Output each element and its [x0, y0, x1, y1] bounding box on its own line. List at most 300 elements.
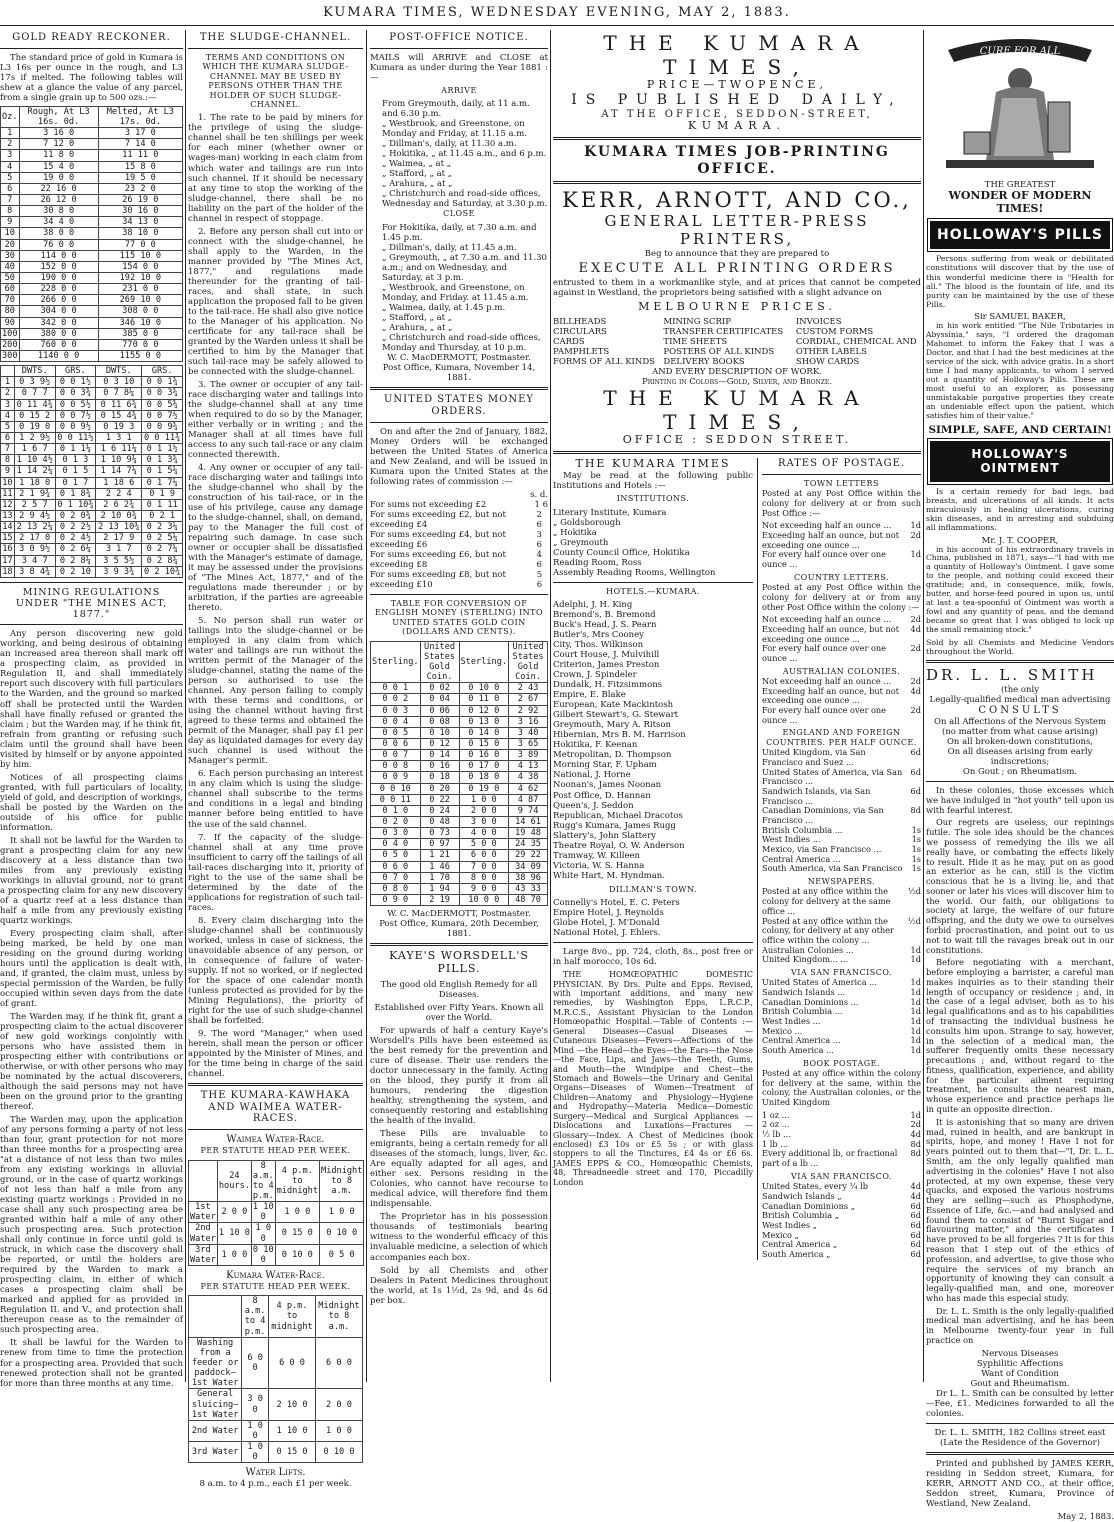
rate-row — [762, 917, 921, 946]
list-item: „ Christchurch and road-side offices, Wednesday and Saturday, at 3.30 p.m. — [382, 189, 548, 210]
cell: 1 94 — [420, 883, 459, 894]
column-header — [189, 1296, 242, 1338]
column-rule — [185, 30, 186, 1382]
conv-place: Post Office, Kumara, 20th December, 1881. — [379, 919, 539, 940]
list-item: On all diseases arising from early indiscretions; — [947, 747, 1093, 768]
cell: 1 3 1 — [96, 432, 142, 443]
kumara-race-sub: PER STATUTE HEAD PER WEEK. — [200, 1281, 351, 1291]
cell: 0 2 0 — [371, 816, 421, 827]
cell: 190 0 0 — [19, 272, 98, 283]
cell: 0 10 0 — [459, 683, 509, 694]
table-row — [1, 410, 183, 421]
wonder-of-times: WONDER OF MODERN TIMES! — [948, 188, 1092, 215]
rate-value: 1d — [910, 549, 921, 560]
rate-label: British Columbia ... — [762, 1006, 843, 1017]
list-item: „ Hokitika, „ at 11.45 a.m., and 6 p.m. — [382, 149, 547, 160]
simple-safe: SIMPLE, SAFE, AND CERTAIN! — [928, 423, 1112, 436]
rates-text: Posted at any office within the colony for delivery at the same, within the colony, the Australian colonies, or the United Kingdom — [762, 1068, 921, 1108]
cell: 24 35 — [509, 839, 548, 850]
cell: 43 33 — [509, 883, 548, 894]
list-item: Globe Hotel, J. M'Donald — [553, 918, 660, 929]
cell: 0 15 0 — [275, 1223, 319, 1244]
table-row — [1, 533, 183, 544]
cell: 0 10 0 — [252, 1244, 274, 1265]
cell: 9 — [1, 217, 20, 228]
dr-legal: Legally-qualified medical man advertising — [929, 695, 1111, 706]
list-item: „ Greymouth, „ at 7.30 a.m. and 11.30 a.m.; and on Wednesday, and Saturday, at 3 p.m. — [382, 252, 547, 283]
cell: 38 96 — [509, 872, 548, 883]
paragraph: Notices of all prospecting claims granted, with full particulars of locality, yield of gold, and description of workings, shall be posted by the Warden on the outside of his office for public information. — [0, 772, 183, 833]
cell: 304 0 0 — [19, 306, 98, 317]
cell: 3 — [1, 399, 15, 410]
cell: 50 — [1, 272, 20, 283]
rate-value: 8d — [910, 1138, 921, 1149]
rate-label: West Indies ... — [762, 1015, 821, 1026]
cell: 760 0 0 — [19, 339, 98, 350]
table-row — [370, 530, 548, 550]
list-item: Morning Star, F. Upham — [553, 760, 657, 771]
list-item: MINING SCRIP — [663, 316, 731, 327]
cell: 34 13 0 — [98, 217, 182, 228]
list-item: CORDIAL, CHEMICAL AND OTHER LABELS — [795, 336, 917, 357]
cell: 16 — [2, 544, 13, 555]
cell: 380 0 0 — [19, 328, 98, 339]
table-row — [371, 683, 548, 694]
cell: 0 15 2 — [14, 410, 55, 421]
cell: 0 18 0 — [459, 772, 509, 783]
cell: 0 0 11¾ — [142, 432, 183, 443]
rate-row — [762, 1046, 921, 1056]
rate-value: 1s — [911, 853, 921, 864]
waimea-sub: PER STATUTE HEAD PER WEEK. — [200, 1146, 351, 1156]
rate-value: 4d — [910, 1190, 921, 1201]
cell: 0 17 0 — [459, 761, 509, 772]
table-row — [371, 816, 548, 827]
po-intro: MAILS will ARRIVE and CLOSE at Kumara as under during the Year 1881 :— — [370, 52, 548, 83]
rate-label: Canadian Dominions „ — [762, 1200, 855, 1211]
table-row — [1, 455, 183, 466]
cell: 266 0 0 — [19, 295, 98, 306]
cell: 0 3 9½ — [14, 377, 55, 388]
table-row — [371, 750, 548, 761]
rate-row — [762, 550, 921, 569]
list-item: „ Waimea, daily, at 1.45 p.m. — [382, 303, 506, 314]
cell: 0 0 7 — [371, 750, 421, 761]
rate-value: ½d — [907, 915, 921, 926]
table-row — [189, 1337, 363, 1389]
table-row — [371, 783, 548, 794]
cell: 0 2 0¾ — [55, 510, 96, 521]
list-item: Theatre Royal, O. W. Anderson — [553, 840, 685, 851]
cell: 3 65 — [509, 739, 548, 750]
rate-row — [762, 806, 921, 825]
cell: 2 — [1, 139, 20, 150]
paragraph: 2. Before any person shall cut into or connect with the sludge-channel, he shall apply to the Warden, in the manner provided by "The Mines Act, 1877," and regulations made thereunder for the granting of tail-races, and shall state, in such application the proposed fall to be given to the tail-race. He shall also give notice to the Manager of his application. No certificate for any tail-race shall be granted by the Warden unless it shall be certified to him by the Manager that such tail-race may be safely allowed to be connected with the sludge-channel. — [188, 226, 363, 377]
cell: 0 1 5¼ — [142, 466, 183, 477]
cell: 0 19 3 — [96, 421, 142, 432]
list-item: FORMS OF ALL KINDS — [553, 357, 655, 368]
cell: 0 0 11 — [371, 794, 421, 805]
masthead: KUMARA TIMES, WEDNESDAY EVENING, MAY 2, 1883. — [0, 0, 1114, 26]
cell: 0 4 0 — [371, 839, 421, 850]
rate-value: 1s — [911, 834, 921, 845]
table-row — [1, 172, 183, 183]
table-row — [371, 828, 548, 839]
rate-value: 1d — [910, 1109, 921, 1120]
table-row — [1, 139, 183, 150]
table-row — [370, 500, 548, 510]
table-row — [1, 295, 183, 306]
cell: 17 — [2, 555, 13, 566]
rate-value: 2d — [910, 643, 921, 654]
table-row — [1, 432, 183, 443]
cell: 19 5 0 — [98, 172, 182, 183]
column-rule — [366, 30, 367, 1382]
list-item: Crown, J. Spindeler — [553, 670, 637, 681]
cell: 8 — [1, 455, 15, 466]
close-label: CLOSE — [443, 209, 475, 219]
rate-label: Central America ... — [762, 853, 841, 864]
list-item: „ Dillman's, daily, at 11.45 a.m. — [382, 242, 517, 253]
sd-label: s. d. — [530, 489, 548, 500]
rate-value: 6d — [910, 747, 921, 758]
table-row — [371, 861, 548, 872]
cell: 0 02 — [420, 683, 459, 694]
table-row — [1, 250, 183, 261]
rate-label: Posted at any office within the colony, for delivery at any other office within the colony ... — [762, 915, 894, 945]
rate-label: Exceeding half an ounce, but not exceeding one ounce ... — [762, 685, 900, 706]
rate-value: 6d — [910, 786, 921, 796]
cell: 38 0 0 — [19, 228, 98, 239]
cell: 11 8 0 — [19, 150, 98, 161]
cell: 0 1 8¾ — [55, 488, 96, 499]
job-printing-title: KUMARA TIMES JOB-PRINTING OFFICE. — [584, 144, 890, 177]
rate-label: South America, via San Francisco — [762, 863, 903, 874]
list-item: On all Affections of the Nervous System (no matter from what cause arising) — [933, 716, 1107, 737]
cell: 1 21 — [420, 850, 459, 861]
cell: 10 — [1, 228, 20, 239]
cell: 5 — [1, 421, 15, 432]
column-header: DWTS. — [14, 366, 55, 377]
cell: 1140 0 0 — [19, 350, 98, 361]
kt-place: KUMARA. — [687, 119, 787, 133]
list-item: Butler's, Mrs Cooney — [553, 630, 644, 641]
list-item: Greymouth, Mary A. Ritson — [553, 720, 671, 731]
rates-heading: VIA SAN FRANCISCO. — [791, 967, 892, 977]
cell: 0 1 1¼ — [55, 444, 96, 455]
cell: 6 0 0 — [269, 1337, 316, 1389]
cell: 0 2 4½ — [55, 533, 96, 544]
cell: 1 2 9½ — [14, 432, 55, 443]
rate-value: 1d — [910, 954, 921, 965]
cell: 1 0 0 — [251, 1223, 275, 1244]
cell: 18 — [2, 566, 13, 577]
the-greatest: THE GREATEST — [984, 179, 1056, 190]
rate-value: 1d — [910, 1035, 921, 1046]
cell: 1 18 0 — [14, 477, 55, 488]
cell: 0 1 1½ — [142, 444, 183, 455]
table-row — [1, 488, 183, 499]
rate-row — [762, 864, 921, 874]
paragraph: 1. The rate to be paid by miners for the privilege of using the sludge-channel shall be ten shillings per week for each miner (whether owner or wages-man) working in each claim from which water and tailings are run into such channel. If it should be necessary at any time to stop the working of the sludge-channel, there shall be no liability on the part of the holder of the channel in respect of stoppage. — [188, 113, 363, 224]
list-item: Want of Condition — [981, 1368, 1059, 1379]
table-row — [189, 1244, 364, 1265]
every-description: AND EVERY DESCRIPTION OF WORK. — [652, 367, 822, 378]
cell: 0 19 0 — [14, 421, 55, 432]
list-item: Assembly Reading Rooms, Wellington — [553, 567, 716, 578]
list-item: Republican, Michael Dracotos — [553, 810, 683, 821]
rate-label: United Kingdom, via San Francisco and Suez ... — [762, 747, 866, 767]
cell: 7 — [1, 195, 20, 206]
list-item: Nervous Diseases — [981, 1348, 1059, 1359]
cell: 0 97 — [420, 839, 459, 850]
cell: 0 08 — [420, 716, 459, 727]
cell: 1 10 0 — [269, 1420, 316, 1441]
list-item: County Council Office, Hokitika — [553, 547, 690, 558]
rate-value: 4d — [910, 1181, 921, 1192]
cell: 12 — [2, 499, 13, 510]
cell: 0 73 — [420, 828, 459, 839]
cell: 2 17 9 — [96, 533, 142, 544]
read-title: THE KUMARA TIMES — [575, 457, 731, 471]
printing-colors: Printing in Colors—Gold, Silver, and Bronze. — [641, 377, 833, 388]
arrive-label: ARRIVE — [441, 85, 477, 95]
cell: 2 67 — [509, 694, 548, 705]
column-header: GRS. — [142, 366, 183, 377]
rate-label: United States of America ... — [762, 977, 877, 988]
gold-reckoner-title: GOLD READY RECKONER. — [12, 32, 171, 43]
cell: 4 38 — [509, 772, 548, 783]
rates-heading: ENGLAND AND FOREIGN COUNTRIES. PER HALF OUNCE. — [766, 728, 917, 747]
table-row — [1, 510, 183, 521]
cell: 1 14 7¼ — [96, 466, 142, 477]
us-money-title: UNITED STATES MONEY ORDERS. — [383, 394, 535, 417]
cell: 22 16 0 — [19, 183, 98, 194]
mining-title: MINING REGULATIONS UNDER "THE MINES ACT, 1877." — [15, 586, 168, 621]
cell: 0 04 — [420, 694, 459, 705]
cell: 1 — [1, 128, 20, 139]
list-item: INVOICES — [795, 316, 842, 327]
list-item: Slattery's, John Slattery — [553, 830, 656, 841]
imprint: Printed and published by JAMES KERR, residing in Seddon street, Kumara, for KERR, ARNOTT AND CO., at their office, Seddon street, Kumara, Province of Westland, New Zealand. — [926, 1458, 1114, 1509]
cell: 0 14 — [420, 750, 459, 761]
rate-value: 4d — [910, 1129, 921, 1140]
cell: 3 — [1, 150, 20, 161]
cell: 1 10 0 — [217, 1223, 251, 1244]
table-row — [370, 510, 548, 530]
dr-consult: Dr L. L. Smith can be consulted by letter—Fee, £1. Medicines forwarded to all the colonies. — [926, 1388, 1114, 1419]
paragraph: The Warden may, upon the application of any persons forming a party of not less than four, grant protection for not more than three months for a prospecting area "at a distance of not less than two miles from any existing workings in alluvial ground, or in the case of quartz workings of not less than half a mile from any existing quartz workings : Provided in no case shall any such prospecting area be granted within half a mile of any other such prospecting area. Such protection shall only continue in force until gold is struck, in which case the discovery shall be reported, or until the holders are required by the Warden to mark a prospecting claim, in either of which cases a prospecting claim shall be marked and applied for as provided in Regulation II. and V., and protection shall thereupon cease as to the remainder of such prospecting area. — [0, 1115, 183, 1336]
sludge-subtitle: TERMS AND CONDITIONS ON WHICH THE KUMARA SLUDGE-CHANNEL MAY BE USED BY PERSONS OTHER THAN THE HOLDER OF SUCH SLUDGE-CHANNEL. — [202, 52, 349, 109]
rate-value: 1d — [910, 944, 921, 955]
table-row — [371, 894, 548, 905]
cell: 0 0 8 — [371, 761, 421, 772]
homeo-text: THE HOMŒOPATHIC DOMESTIC PHYSICIAN. By Drs. Pulte and Epps. Revised, with important additions, and many new remedies, by Washington Epps, L.R.C.P., M.R.C.S., Assistant Physician to the London Homœopathic Hospital.—Table of Contents :—General Diseases—Casual Diseases — Cutaneous Diseases—Fevers—Affections of the Mind —the Head—the Eyes—the Ears—the Nose—the Face, Lips, and Jaws—the Teeth, Gums, and Mouth—the Windpipe and Chest—the Stomach and Bowels—the Urinary and Genital Organs—Diseases of Women—Treatment of Children—Anatomy and Physiology—Hygiene and Hydropathy—Materia Medica—Domestic Surgery—Medical and Surgical Appliances —Dislocations and Luxations—Fractures —Glossary—Index. A Chest of Medicines (book enclosed) £3 10s or £5 5s ; or with glass stoppers to all the Tinctures, £4 4s or £6 6s. JAMES EPPS & CO., Homœopathic Chemists, 48, Threadneedle street and 170, Piccadilly London — [553, 970, 753, 1187]
rate-value: 6d — [910, 1229, 921, 1240]
cell: 6 0 0 — [315, 1337, 362, 1389]
cell: 2 13 10¾ — [96, 522, 142, 533]
rates-heading: TOWN LETTERS — [804, 479, 879, 489]
list-item: „ Arahura, „ at „ — [382, 323, 453, 334]
list-item: Adelphi, J. H. King — [553, 600, 633, 611]
cell: 11 11 0 — [98, 150, 182, 161]
paragraph: 6. Each person purchasing an interest in any claim which is using the sludge-channel shall subscribe to the terms and conditions in a legal and binding manner before being entitled to have the use of the said channel. — [188, 769, 363, 830]
table-row — [1, 228, 183, 239]
cell: 2 — [1, 388, 15, 399]
rate-row — [762, 644, 921, 663]
cell: 7 — [1, 444, 15, 455]
cell: 346 10 0 — [98, 317, 182, 328]
list-item: „ Waimea, „ at „ — [382, 159, 452, 170]
paragraph: 5. No person shall run water or tailings into the sludge-channel or be employed in any claim from which water and tailings are run without the written permit of the Manager of the sludge-channel, stating the name of the person so authorised to use the channel. Any person failing to comply with these terms and conditions, or using the channel without having first agreed to these terms and obtained the permit of the Manager, shall pay £1 per day as liquidated damages for every day such channel is used without the Manager's permit. — [188, 616, 363, 767]
cell: 0 0 7½ — [55, 410, 96, 421]
cell: 3rd Water — [190, 1244, 216, 1265]
cell: 1 10 9¼ — [96, 455, 142, 466]
banner-text: CURE FOR ALL — [979, 46, 1061, 57]
cell: 1 0 0 — [275, 1202, 319, 1223]
cell: 0 18 — [420, 772, 459, 783]
rate-row — [762, 955, 921, 965]
column-header: Midnight to 8 a.m. — [315, 1296, 362, 1338]
pills-text: Persons suffering from weak or debilitated constitutions will discover that by the use of this wonderful medicine there is "Health for all." The blood is the fountain of life, and its purity can be maintained by the use of these Pills. — [926, 254, 1114, 310]
cell: 0 0 9½ — [55, 421, 96, 432]
conversion-table — [370, 641, 548, 906]
cell: 0 0 2 — [371, 694, 421, 705]
table-row — [1, 161, 183, 172]
table-row — [1, 183, 183, 194]
rate-label: United States, every ¼ lb — [762, 1181, 868, 1192]
table-row — [1, 388, 183, 399]
cell: 1 0 0 — [242, 1420, 269, 1441]
list-item: PAMPHLETS — [553, 347, 610, 357]
rates-heading: BOOK POSTAGE. — [802, 1058, 881, 1068]
rate-row — [762, 748, 921, 767]
list-item: Post Office, D. Hannan — [553, 790, 651, 801]
rate-value: ½d — [907, 886, 921, 897]
cell: 1 10 0 — [252, 1202, 274, 1223]
list-item: „ Christchurch and road-side offices, Monday and Thursday, at 10 p.m. — [382, 333, 541, 354]
cell: 0 2 1 — [142, 510, 183, 521]
cell: 3 4 7 — [14, 555, 55, 566]
rate-value: 1d — [910, 1015, 921, 1026]
cell: 3 0 0 — [242, 1389, 269, 1420]
table-row — [371, 761, 548, 772]
cell: 0 2 5¼ — [142, 533, 183, 544]
cell: 6 0 0 — [459, 850, 509, 861]
rate-value: 6d — [910, 766, 921, 777]
table-row — [1, 217, 183, 228]
paragraph: It shall not be lawful for the Warden to grant a prospecting claim for any new discovery at a less distance than two miles from any previously existing workings in alluvial ground, nor to grant a prospecting claim for any new discovery of a quartz reef at a less distance than half a mile from any previously existing quartz workings. — [0, 835, 183, 926]
homeo-price: Large 8vo., pp. 724, cloth, 8s., post free or in half morocco, 10s 6d. — [553, 947, 753, 968]
cell: 2 0 0 — [459, 805, 509, 816]
rate-label: Not exceeding half an ounce ... — [762, 614, 892, 625]
cell: 0 11 0 — [459, 694, 509, 705]
oz-table: Oz. Rough, At L3 16s. 0d. Melted, At L3 17s. 0d. 1 3 16 0 3 17 0 2 7 12 0 7 14 0 3 11 8 0 11 11 0 4 15 4 0 15 8 0 5 19 0 0 19 5 0 6 22 16 0 23 2 0 7 26 12 0 26 19 0 8 30 8 0 30 16 0 9 34 4 0 34 13 0 10 38 0 0 38 10 0 20 76 0 0 77 0 0 30 114 0 0 115 10 0 40 152 0 0 154 0 0 50 190 0 0 192 10 0 60 228 0 0 231 0 0 70 266 0 0 269 10 0 80 304 0 0 308 0 0 90 342 0 0 346 10 0 100 380 0 0 385 0 0 200 760 0 0 770 0 0 300 1140 0 0 1155 0 0 — [0, 106, 183, 362]
rate-label: Exceeding half an ounce, but not exceeding one ounce ... — [762, 623, 900, 644]
table-row — [371, 794, 548, 805]
kt-office-2: OFFICE : SEDDON STREET. — [622, 433, 852, 447]
cell: 0 20 — [420, 783, 459, 794]
cell: 0 0 3 — [371, 705, 421, 716]
paragraph: Dr. L. L. Smith is the only legally-qualified medical man advertising, and he has been in Melbourne twenty-four year in full practice on — [926, 1305, 1114, 1346]
table-row — [1, 421, 183, 432]
table-row — [370, 550, 548, 570]
holloways-ointment-banner: HOLLOWAY'S OINTMENT — [930, 441, 1110, 481]
rate-value: 4d — [910, 623, 921, 634]
hdr-rough: Rough, At L3 16s. 0d. — [19, 106, 98, 127]
column-header: United States Gold Coin. — [420, 641, 459, 683]
cell: 0 0 5¾ — [142, 399, 183, 410]
list-item: „ Westbrook, and Greenstone, on Monday, and Friday. at 11.45 a.m. — [382, 282, 529, 303]
rate-label: For sums exceeding £8, but not exceeding £10 — [370, 569, 506, 590]
cell: 0 0 1¾ — [142, 377, 183, 388]
cell: 0 15 4¾ — [96, 410, 142, 421]
rate-label: For sums not exceeding £2 — [370, 499, 487, 510]
cell: 26 19 0 — [98, 195, 182, 206]
conversion-title: TABLE FOR CONVERSION OF ENGLISH MONEY (STERLING) INTO UNITED STATES GOLD COIN (DOLLARS AND CENTS). — [375, 598, 543, 637]
cell: 100 — [2, 328, 18, 339]
cell: 3 8 4¾ — [14, 566, 55, 577]
paragraph: 9. The word "Manager," when used herein, shall mean the person or officer appointed by the Minister of Mines, and for the time being in charge of the said channel. — [188, 1028, 363, 1079]
cell: 3 9 3¾ — [96, 566, 142, 577]
kt-title-2: THE KUMARA TIMES, — [603, 386, 871, 434]
table-row — [371, 872, 548, 883]
cell: 3 40 — [509, 727, 548, 738]
cell: 269 10 0 — [98, 295, 182, 306]
rate-label: United Kingdom... ... — [762, 954, 849, 965]
column-rule — [550, 30, 551, 1382]
cell: 40 — [1, 261, 20, 272]
cell: 0 2 7¼ — [142, 544, 183, 555]
list-item: Dundalk, H. Fitzsimmons — [553, 680, 663, 691]
kerr-arnott: KERR, ARNOTT, AND CO., — [562, 188, 912, 213]
cell: 1st Water — [190, 1202, 216, 1223]
cell: 7 14 0 — [98, 139, 182, 150]
kaye-title: KAYE'S WORSDELL'S PILLS. — [389, 949, 529, 976]
rate-label: United States of America, via San Francisco ... — [762, 766, 903, 787]
rates-text: Posted at any Post Office within the colony for delivery at or from any other Post Office within the colony :— — [762, 582, 921, 612]
melbourne-prices: MELBOURNE PRICES. — [638, 299, 836, 313]
cell: 0 1 10¾ — [55, 499, 96, 510]
list-item: Hokitika, F. Keenan — [553, 740, 638, 751]
table-row — [1, 328, 183, 339]
table-row — [1, 555, 183, 566]
cell: 1 — [1, 377, 15, 388]
list-item: Tramway, W. Killeen — [553, 850, 640, 861]
list-item: Queen's, J. Seddon — [553, 800, 634, 811]
cell: 2 5 7 — [14, 499, 55, 510]
cell: 0 48 — [420, 816, 459, 827]
cell: 1155 0 0 — [98, 350, 182, 361]
baker-text: in his work entitled "The Nile Tributaries in Abyssinia," says, "I ordered the dragoman Mahomet to inform the Fakey that I was a Doctor, and that I had the best medicines at the service of the sick, with advice gratis. In a short time I had many applicants, to whom I served out a quantity of Holloway's Pills. These are most useful to an explorer, as possessing unmistakable purgative properties they create an undeniable effect upon the patient, which satisfies him of their value." — [926, 321, 1114, 420]
rate-label: ½ lb ... — [762, 1129, 791, 1140]
paragraph: Before negotiating with a merchant, before employing a barrister, a careful man makes inquiries as to their standing their length of occupancy or residence ; and, in the case of a legal adviser, both as to his legal qualifications and as to his capabilities of transacting the individual business he consults him upon. Strange to say, however, in the selection of a medical man, the sufferer frequently omits these necessary precautions ; and, without regard to the fitness, qualification, experience, and ability for the particular ailment requiring treatment, he consults the nearest man, whose experience and practice perhaps lie in quite an opposite direction. — [926, 957, 1114, 1115]
rate-label: For every half ounce over one ounce ... — [762, 643, 887, 663]
cell: 0 11 6¾ — [96, 399, 142, 410]
cell: 13 — [2, 510, 13, 521]
dr-name: DR. L. L. SMITH — [926, 666, 1098, 685]
cell: 0 1 3¾ — [142, 455, 183, 466]
rate-label: Mexico ... — [762, 1025, 803, 1036]
rate-label: For every half ounce over one ounce ... — [762, 705, 887, 725]
table-row — [1, 317, 183, 328]
cell: 30 8 0 — [19, 206, 98, 217]
cell: 3 1 7 — [96, 544, 142, 555]
cell: 0 13 0 — [459, 716, 509, 727]
rate-row — [762, 1149, 921, 1168]
table-row — [1, 284, 183, 295]
holloways-pills-banner: HOLLOWAY'S PILLS — [930, 221, 1110, 250]
